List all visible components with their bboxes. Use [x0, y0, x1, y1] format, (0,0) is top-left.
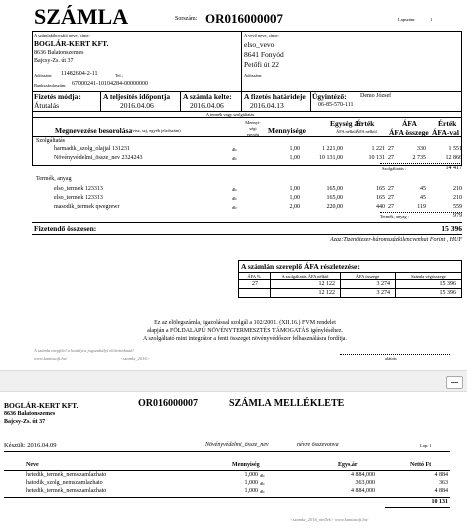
appendix-total: 10 131: [431, 499, 448, 505]
appendix-serial: OR016000007: [138, 398, 198, 409]
col-vat-amount: ÁFA összege: [389, 128, 429, 137]
minus-icon[interactable]: [446, 376, 463, 389]
col-value-sub: ÁFA nélkül: [356, 129, 377, 134]
buyer-name: elso_vevo: [244, 40, 275, 49]
col-qty: Mennyisége: [268, 126, 306, 135]
group-total-label: Szolgáltatás :: [382, 166, 407, 171]
seller-tel-label: Tel.:: [115, 73, 124, 78]
col-unit: Mennyi-ségi egység: [245, 120, 261, 137]
group-total: 14 417: [445, 165, 462, 171]
pay-method-label: Fizetés módja:: [34, 92, 81, 101]
col-value: Érték: [356, 119, 375, 128]
note-line: A szolgáltató mint integrátor a fenti összeget növényvédőszer felhasználásra fordítja.: [143, 336, 347, 342]
col-name-sub: (vtsz, szj, egyéb jelzőszám): [131, 128, 181, 133]
appendix-footer: <szamla_2016_mellek> www.kantasoft.hu/: [290, 517, 369, 522]
footer-code: <szamla_2016>: [120, 356, 150, 361]
col-gross: Érték: [438, 119, 457, 128]
appendix-col-price: Egys.ár: [338, 462, 358, 468]
footer-url: www.kantasoft.hu/: [34, 356, 68, 361]
appendix-seller-name: BOGLÁR-KERT KFT.: [4, 401, 79, 410]
agent-phone: 06-85-570-111: [318, 102, 354, 108]
col-name: Megnevezése besorolása: [55, 126, 133, 135]
buyer-city: 8641 Fonyód: [244, 50, 284, 59]
issue-label: A számla kelte:: [183, 92, 232, 101]
col-gross-sub: ÁFA-val: [432, 128, 459, 137]
seller-tax: 11482604-2-11: [61, 71, 98, 77]
pay-method: Átutalás: [34, 101, 59, 110]
page-number: 1: [430, 17, 433, 22]
buyer-street: Petőfi út 22: [244, 60, 279, 69]
due-label: A fizetés határideje: [244, 92, 306, 101]
seller-street: Bajcsy-Zs. út 37: [34, 58, 74, 64]
agent-label: Ügyintéző:: [312, 92, 347, 101]
col-unit-price-sub: ÁFA nélkül: [336, 129, 357, 134]
seller-bank-label: Bankszámlaszám:: [34, 83, 67, 88]
signature-label: aláírás: [385, 356, 397, 361]
col-vat-pct: ÁFA: [402, 119, 417, 128]
group-total: 979: [453, 213, 462, 219]
issue-date: 2016.04.06: [190, 101, 224, 110]
appendix-group-sub: névre összevonva: [297, 442, 339, 448]
page-separator: [0, 370, 467, 392]
appendix-created: Készült: 2016.04.09: [4, 442, 57, 449]
appendix-col-name: Neve: [26, 462, 39, 468]
seller-bank: 67000241-10104284-00000000: [72, 81, 148, 87]
appendix-title: SZÁMLA MELLÉKLETE: [229, 398, 345, 409]
buyer-label: A vevő neve, címe:: [244, 33, 279, 38]
due-date: 2016.04.13: [250, 101, 284, 110]
seller-tax-label: Adószám:: [34, 73, 53, 78]
appendix-seller-street: Bajcsy-Zs. út 37: [4, 419, 46, 425]
agent-name: Demo József: [360, 93, 392, 99]
footer-legal: A számla megfelel a hatályos jogszabályi előírásoknak!: [34, 348, 134, 353]
seller-name: BOGLÁR-KERT KFT.: [34, 39, 109, 48]
group-label-services: Szolgáltatás: [36, 138, 65, 144]
vat-table-title: A számlán szereplő ÁFA részletezése:: [241, 262, 360, 271]
note-line: Ez az elölegszámla, igazolással szolgál a 102/2001. (XII.16.) FVM rendelet: [154, 320, 336, 326]
serial-number: OR016000007: [205, 11, 283, 26]
appendix-seller-city: 8636 Balatonszemes: [4, 411, 56, 417]
page-label: Lapszám:: [398, 17, 416, 22]
buyer-tax-label: Adószám:: [244, 73, 263, 78]
invoice-title: SZÁMLA: [34, 4, 129, 29]
seller-city: 8636 Balatonszemes: [34, 50, 84, 56]
group-label-products: Termék, anyag: [36, 176, 72, 182]
amount-in-words: Azaz:Tizenötezer-háromszázkilencvenhat Forint , HUF: [330, 237, 462, 243]
fulfil-label: A teljesítés időpontja: [103, 92, 171, 101]
fulfil-date: 2016.04.06: [120, 101, 154, 110]
appendix-group-name: Növényvédelmi_össze_nev: [205, 442, 269, 448]
appendix-col-qty: Mennyiség: [232, 462, 260, 468]
col-group-label: A termék vagy szolgáltatás: [205, 112, 255, 117]
serial-label: Sorszám:: [175, 16, 198, 22]
appendix-col-net: Nettó Ft: [410, 462, 432, 468]
grand-total-label: Fizetendő összesen:: [34, 224, 97, 233]
grand-total: 15 396: [441, 224, 462, 233]
seller-label: A számlakibocsátó neve, címe:: [34, 33, 90, 38]
group-total-label: Termék, anyag :: [380, 214, 410, 219]
appendix-page-number: Lap: 1: [420, 443, 432, 448]
col-unit-price: Egység ár: [330, 119, 362, 128]
note-line: alapján a FÖLDALAPÚ NÖVÉNYTERMESZTÉS TÁMOGATÁS igényléséhez.: [147, 328, 343, 334]
